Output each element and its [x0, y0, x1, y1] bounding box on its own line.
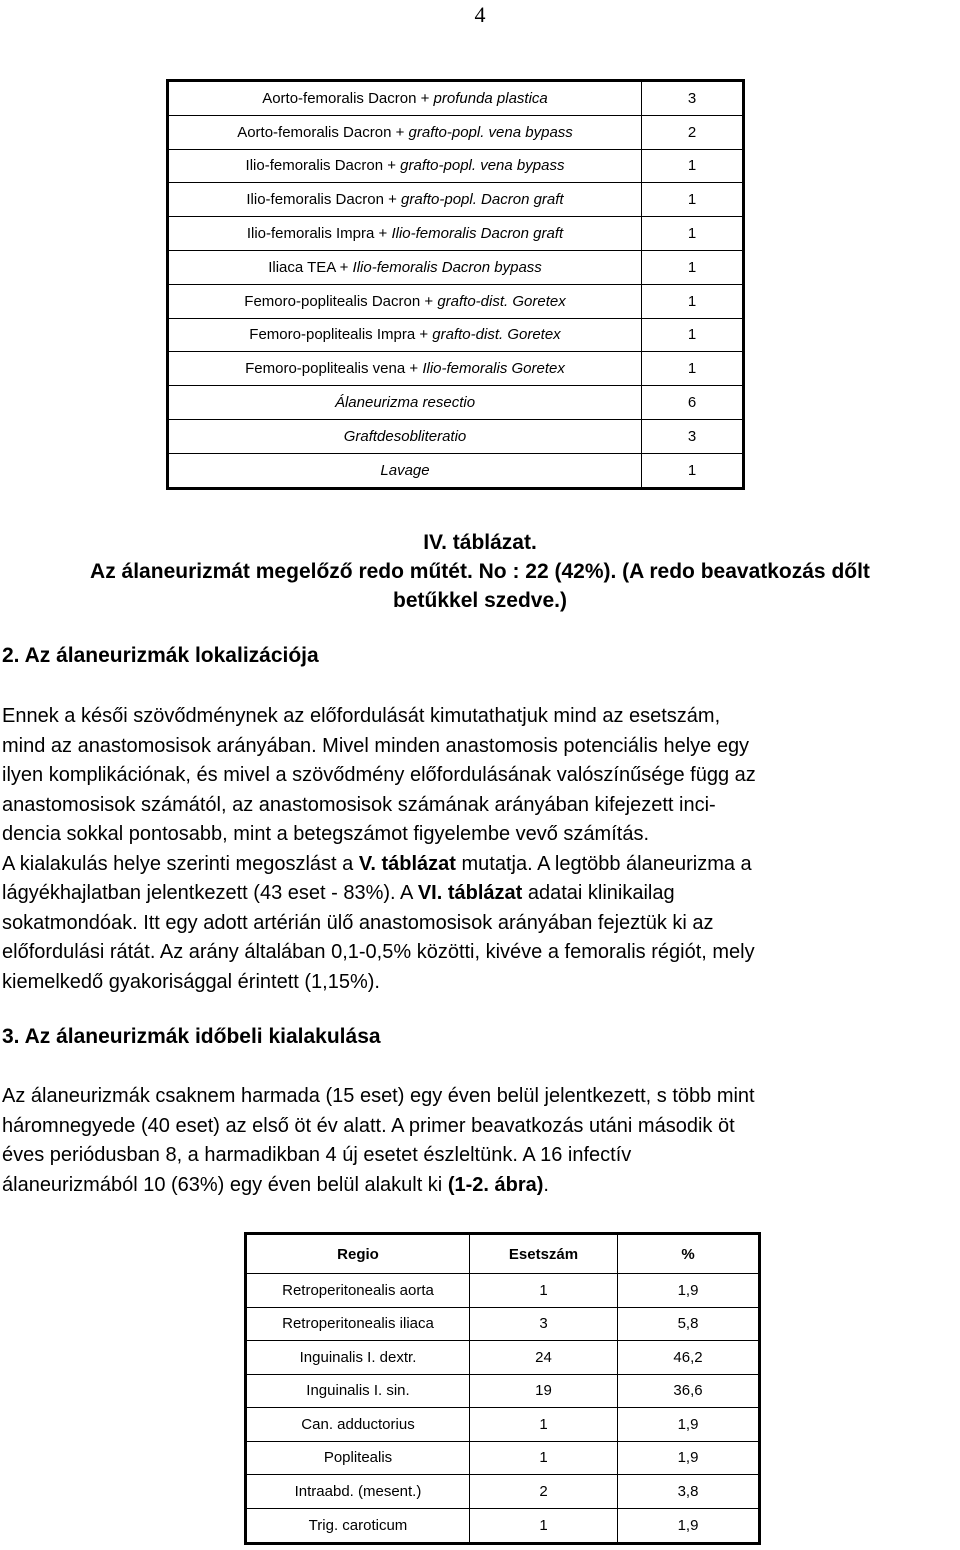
percent-cell: 46,2	[618, 1341, 760, 1375]
percent-cell: 1,9	[618, 1274, 760, 1308]
regio-cell: Can. adductorius	[246, 1408, 470, 1442]
redo-operation-text: grafto-popl. vena bypass	[408, 123, 573, 141]
count-cell: 1	[642, 250, 744, 284]
esetszam-cell: 3	[470, 1307, 618, 1341]
text-line: éves periódusban 8, a harmadikban 4 új esetet észleltünk. A 16 infectív	[2, 1144, 632, 1166]
redo-operation-text: grafto-dist. Goretex	[437, 292, 566, 310]
text-run: A kialakulás helye szerinti megoszlást a	[2, 852, 359, 875]
table-row	[168, 81, 744, 116]
column-header-regio: Regio	[246, 1234, 470, 1274]
table-caption-text-cont: betűkkel szedve.)	[393, 589, 567, 612]
percent-cell: 3,8	[618, 1475, 760, 1509]
table-caption-number: IV. táblázat.	[423, 531, 537, 554]
procedure-cell	[168, 250, 642, 284]
procedure-cell	[168, 115, 642, 149]
table-row	[168, 419, 744, 453]
count-cell: 1	[642, 453, 744, 488]
table-row	[168, 386, 744, 420]
esetszam-cell: 1	[470, 1274, 618, 1308]
text-run: .	[543, 1173, 549, 1196]
paragraph-timing	[2, 1082, 960, 1200]
regio-cell: Intraabd. (mesent.)	[246, 1475, 470, 1509]
procedure-cell	[168, 453, 642, 488]
percent-cell: 1,9	[618, 1441, 760, 1475]
procedure-cell	[168, 217, 642, 251]
primary-operation-text: Ilio-femoralis Impra +	[246, 225, 388, 243]
primary-operation-text: Aorto-femoralis Dacron +	[237, 123, 405, 141]
count-cell: 1	[642, 318, 744, 352]
text-line: mind az anastomosisok arányában. Mivel minden anastomosis potenciális helye egy	[2, 734, 750, 757]
column-header-esetszam: Esetszám	[470, 1234, 618, 1274]
percent-cell: 5,8	[618, 1307, 760, 1341]
redo-operation-text: grafto-popl. Dacron graft	[401, 191, 564, 209]
page-number: 4	[474, 2, 486, 27]
count-cell: 1	[642, 149, 744, 183]
primary-operation-text: Iliaca TEA +	[268, 258, 349, 276]
redo-operation-text: Ilio-femoralis Dacron bypass	[352, 258, 542, 276]
procedure-cell	[168, 419, 642, 453]
regio-cell: Retroperitonealis iliaca	[246, 1307, 470, 1341]
esetszam-cell: 1	[470, 1508, 618, 1543]
table-reference-v: V. táblázat	[358, 852, 456, 875]
redo-operation-text: grafto-dist. Goretex	[432, 326, 561, 344]
redo-operations-table	[166, 79, 745, 490]
figure-reference: (1-2. ábra)	[447, 1173, 544, 1196]
text-line: dencia sokkal pontosabb, mint a betegszámot figyelembe vevő számítás.	[2, 823, 650, 845]
primary-operation-text: Femoro-poplitealis Impra +	[249, 326, 429, 344]
esetszam-cell: 24	[470, 1341, 618, 1375]
text-line	[2, 850, 960, 880]
table-row	[246, 1408, 760, 1442]
text-line: ilyen komplikációnak, és mivel a szövődmény előfordulásának valószínűsége függ az	[2, 764, 756, 786]
table-row	[168, 318, 744, 352]
redo-operation-text: Álaneurizma resectio	[334, 394, 476, 412]
table-row	[246, 1508, 760, 1543]
procedure-cell	[168, 318, 642, 352]
esetszam-cell: 2	[470, 1475, 618, 1509]
primary-operation-text: Femoro-poplitealis vena +	[245, 360, 419, 378]
count-cell: 1	[642, 352, 744, 386]
procedure-cell	[168, 183, 642, 217]
localization-table	[244, 1232, 761, 1545]
table-row	[246, 1341, 760, 1375]
table-header-row	[246, 1234, 760, 1274]
table-row	[246, 1274, 760, 1308]
table-row	[246, 1441, 760, 1475]
table-caption-text: Az álaneurizmát megelőző redo műtét. No : 22 (42%). (A redo beavatkozás dőlt	[90, 560, 870, 583]
procedure-cell	[168, 386, 642, 420]
text-run: lágyékhajlatban jelentkezett (43 eset - 83%). A	[2, 882, 418, 904]
esetszam-cell: 1	[470, 1441, 618, 1475]
table-row	[168, 250, 744, 284]
regio-cell: Poplitealis	[246, 1441, 470, 1475]
table-row	[246, 1475, 760, 1509]
text-line: sokatmondóak. Itt egy adott artérián ülő anastomosisok arányában fejeztük ki az	[2, 911, 714, 934]
count-cell: 1	[642, 183, 744, 217]
percent-cell: 1,9	[618, 1408, 760, 1442]
text-line: anastomosisok számától, az anastomosisok számának arányában kifejezett inci-	[2, 793, 716, 816]
table-row	[168, 115, 744, 149]
count-cell: 1	[642, 217, 744, 251]
paragraph-localization	[2, 702, 960, 997]
table-row	[168, 183, 744, 217]
procedure-cell	[168, 81, 642, 116]
text-line: háromnegyede (40 eset) az első öt év alatt. A primer beavatkozás utáni második öt	[2, 1114, 735, 1137]
text-line: előfordulási rátát. Az arány általában 0,1-0,5% közötti, kivéve a femoralis régiót, mely	[2, 941, 755, 963]
text-run: álaneurizmából 10 (63%) egy éven belül alakult ki	[2, 1173, 448, 1196]
procedure-cell	[168, 352, 642, 386]
procedure-cell	[168, 149, 642, 183]
text-line: Ennek a késői szövődménynek az előfordulását kimutathatjuk mind az esetszám,	[2, 705, 721, 727]
table-row	[168, 352, 744, 386]
redo-operation-text: Ilio-femoralis Goretex	[422, 360, 565, 378]
esetszam-cell: 1	[470, 1408, 618, 1442]
redo-operation-text: profunda plastica	[433, 89, 548, 107]
regio-cell: Trig. caroticum	[246, 1508, 470, 1543]
table-row	[246, 1307, 760, 1341]
table-row	[168, 217, 744, 251]
text-run: adatai klinikailag	[522, 882, 675, 904]
esetszam-cell: 19	[470, 1374, 618, 1408]
redo-operation-text: Lavage	[380, 461, 430, 479]
text-line	[2, 1171, 960, 1201]
redo-operation-text: Ilio-femoralis Dacron graft	[391, 225, 564, 243]
percent-cell: 36,6	[618, 1374, 760, 1408]
regio-cell: Inguinalis I. dextr.	[246, 1341, 470, 1375]
percent-cell: 1,9	[618, 1508, 760, 1543]
regio-cell: Retroperitonealis aorta	[246, 1274, 470, 1308]
count-cell: 2	[642, 115, 744, 149]
text-line: Az álaneurizmák csaknem harmada (15 eset) egy éven belül jelentkezett, s több mint	[2, 1085, 755, 1107]
procedure-cell	[168, 284, 642, 318]
table-row	[168, 453, 744, 488]
count-cell: 1	[642, 284, 744, 318]
count-cell: 3	[642, 419, 744, 453]
column-header-percent: %	[618, 1234, 760, 1274]
table-row	[168, 284, 744, 318]
redo-operation-text: Graftdesobliteratio	[343, 427, 467, 445]
primary-operation-text: Aorto-femoralis Dacron +	[262, 89, 430, 107]
primary-operation-text: Femoro-poplitealis Dacron +	[244, 292, 434, 310]
regio-cell: Inguinalis I. sin.	[246, 1374, 470, 1408]
table-row	[168, 149, 744, 183]
count-cell: 6	[642, 386, 744, 420]
count-cell: 3	[642, 81, 744, 116]
text-run: mutatja. A legtöbb álaneurizma a	[455, 852, 752, 875]
table-reference-vi: VI. táblázat	[417, 882, 523, 904]
table-row	[246, 1374, 760, 1408]
redo-operation-text: grafto-popl. vena bypass	[400, 157, 565, 175]
primary-operation-text: Ilio-femoralis Dacron +	[245, 157, 396, 175]
primary-operation-text: Ilio-femoralis Dacron +	[246, 191, 397, 209]
section-heading-localization: 2. Az álaneurizmák lokalizációja	[2, 644, 319, 667]
text-line	[2, 879, 960, 909]
section-heading-timing: 3. Az álaneurizmák időbeli kialakulása	[2, 1025, 381, 1048]
text-line: kiemelkedő gyakorisággal érintett (1,15%).	[2, 970, 380, 993]
